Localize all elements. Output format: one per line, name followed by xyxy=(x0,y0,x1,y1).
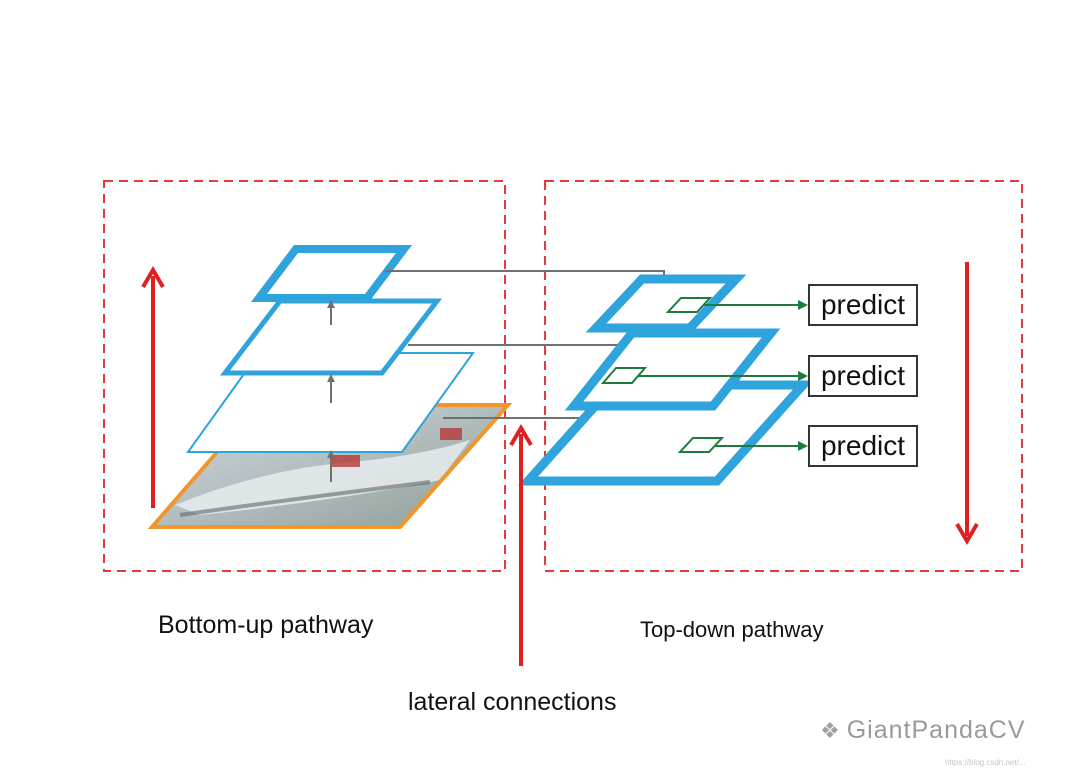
watermark-sub: https://blog.csdn.net/... xyxy=(945,758,1026,767)
predict-box-bottom: predict xyxy=(808,425,918,467)
predict-box-top: predict xyxy=(808,284,918,326)
predict-box-mid: predict xyxy=(808,355,918,397)
top-down-label: Top-down pathway xyxy=(640,617,824,642)
top-down-layer-small xyxy=(596,279,736,328)
bottom-up-layer-small xyxy=(259,249,404,298)
wechat-icon: ❖ xyxy=(820,718,841,743)
watermark-text: GiantPandaCV xyxy=(846,716,1026,744)
lateral-label: lateral connections xyxy=(408,688,617,716)
bottom-up-label: Bottom-up pathway xyxy=(158,611,374,639)
watermark xyxy=(820,716,1026,745)
